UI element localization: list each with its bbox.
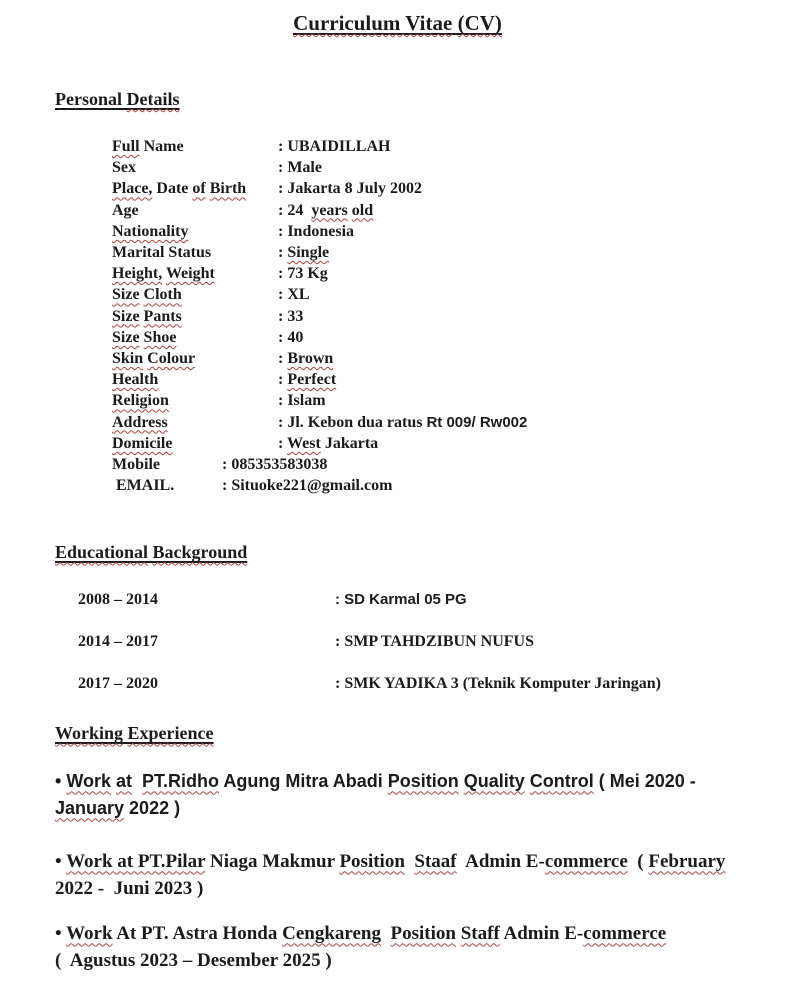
detail-row-address	[112, 412, 795, 433]
text-segment: Niaga Makmur	[205, 851, 340, 873]
detail-label	[112, 433, 278, 454]
misspelled-text-segment: Details	[126, 89, 180, 109]
detail-label	[112, 157, 278, 178]
detail-row-height-weight	[112, 263, 795, 284]
detail-value	[278, 286, 310, 303]
detail-label	[112, 306, 278, 327]
work-experience-item	[55, 768, 765, 822]
detail-value	[278, 371, 336, 388]
detail-row-marital-status	[112, 242, 795, 263]
personal-details-list	[0, 136, 795, 496]
detail-value	[278, 223, 354, 240]
detail-label	[112, 284, 278, 305]
text-segment	[405, 851, 415, 872]
detail-label	[112, 369, 278, 390]
misspelled-text-segment: Brown	[287, 350, 334, 368]
text-segment: :	[278, 350, 288, 368]
detail-row-email	[112, 475, 795, 496]
misspelled-text-segment: Size	[112, 328, 140, 346]
text-segment: : UBAIDILLAH	[278, 138, 391, 155]
detail-value	[278, 265, 328, 282]
detail-row-skin-colour	[112, 348, 795, 369]
detail-row-birth	[112, 178, 795, 199]
text-segment: : 085353583038	[222, 456, 328, 474]
text-segment: Name	[139, 138, 184, 155]
misspelled-text-segment: Nationality	[112, 222, 189, 240]
detail-value	[278, 244, 329, 261]
section-heading-educational-background	[55, 541, 795, 563]
misspelled-text-segment: Domicile	[112, 434, 173, 452]
text-segment: : Jakarta 8 July 2002	[278, 180, 422, 198]
text-segment: : Indonesia	[278, 222, 355, 240]
text-segment: : Islam	[278, 392, 326, 410]
text-segment: : 73 Kg	[278, 265, 328, 283]
document-title-text	[293, 11, 502, 35]
misspelled-text-segment: Work	[66, 923, 113, 945]
detail-row-size-shoe	[112, 327, 795, 348]
work-experience-item	[55, 848, 735, 902]
misspelled-text-segment: Educational	[55, 542, 149, 563]
text-segment: :	[278, 244, 288, 262]
detail-value	[278, 308, 303, 325]
misspelled-text-segment: Colour	[147, 350, 196, 368]
detail-label	[112, 390, 278, 411]
text-segment: At PT. Astra Honda	[112, 923, 283, 945]
work-experience-list	[0, 768, 795, 974]
text-segment: •	[55, 923, 67, 945]
detail-row-size-cloth	[112, 284, 795, 305]
misspelled-text-segment: old	[351, 201, 374, 219]
misspelled-text-segment: Pants	[143, 307, 182, 325]
misspelled-text-segment: Background	[152, 542, 248, 563]
detail-row-size-pants	[112, 306, 795, 327]
detail-row-sex	[112, 157, 795, 178]
misspelled-text-segment: Religion	[112, 392, 169, 410]
text-segment: Date	[152, 180, 193, 198]
text-segment: Marital Status	[112, 244, 212, 262]
misspelled-text-segment: Position	[390, 923, 456, 945]
misspelled-text-segment: Cloth	[143, 286, 182, 304]
misspelled-text-segment: Experience	[127, 723, 214, 744]
misspelled-text-segment: Perfect	[287, 371, 337, 389]
text-segment	[132, 771, 142, 791]
misspelled-text-segment: February	[648, 851, 726, 873]
detail-value	[278, 159, 322, 176]
text-segment: : XL	[278, 286, 310, 304]
text-segment: Mobile	[112, 456, 160, 474]
misspelled-text-segment: January	[55, 798, 125, 819]
text-segment: Personal	[55, 89, 127, 109]
misspelled-text-segment: at	[116, 771, 133, 792]
text-segment: : Male	[278, 159, 322, 177]
text-segment	[381, 923, 391, 944]
detail-value	[278, 414, 527, 431]
text-segment: Admin E-	[499, 923, 584, 945]
detail-value	[278, 392, 326, 409]
misspelled-text-segment: Position	[387, 771, 459, 792]
detail-row-full-name	[112, 136, 795, 157]
detail-row-religion	[112, 390, 795, 411]
misspelled-text-segment: commerce	[583, 923, 667, 945]
misspelled-text-segment: Cengkareng	[282, 923, 382, 945]
detail-value	[278, 202, 373, 219]
detail-row-domicile	[112, 433, 795, 454]
misspelled-text-segment: Position	[339, 851, 405, 873]
detail-label	[112, 200, 278, 221]
detail-label	[112, 454, 222, 475]
detail-row-mobile	[112, 454, 795, 475]
detail-row-health	[112, 369, 795, 390]
text-segment: Age	[112, 201, 139, 219]
education-school: : SMK YADIKA 3 (Teknik Komputer Jaringan)	[335, 675, 661, 693]
misspelled-text-segment: Size	[112, 307, 140, 325]
misspelled-text-segment: commerce	[544, 851, 628, 873]
text-segment: : 40	[278, 328, 304, 346]
education-period: 2008 – 2014	[78, 591, 158, 609]
detail-label	[112, 412, 278, 433]
education-list	[0, 589, 795, 694]
detail-value	[278, 180, 422, 197]
detail-label	[112, 178, 278, 199]
misspelled-text-segment: Staff	[460, 923, 500, 945]
education-period: 2014 – 2017	[78, 633, 158, 651]
education-school: : SMP TAHDZIBUN NUFUS	[335, 633, 534, 651]
misspelled-text-segment: Skin	[112, 350, 144, 368]
misspelled-text-segment: Height,	[112, 265, 163, 283]
text-segment: ( Mei 2020 -	[593, 771, 701, 792]
detail-row-age	[112, 200, 795, 221]
section-heading-working-experience	[55, 722, 795, 744]
misspelled-text-segment: Curriculum Vitae	[293, 11, 453, 35]
misspelled-text-segment: Address	[112, 413, 168, 431]
misspelled-text-segment: Quality	[463, 771, 525, 792]
text-segment: :	[278, 434, 288, 452]
misspelled-text-segment: Control	[529, 771, 594, 792]
education-row	[78, 673, 795, 694]
detail-value	[222, 456, 327, 473]
misspelled-text-segment: (CV)	[457, 11, 502, 35]
education-period: 2017 – 2020	[78, 675, 158, 693]
misspelled-text-segment: PT.Ridho	[142, 771, 220, 792]
detail-label	[112, 242, 278, 263]
misspelled-text-segment: Work	[66, 771, 111, 792]
detail-label	[112, 348, 278, 369]
text-segment: : 24	[278, 201, 312, 219]
text-segment: 2022 - Juni 2023 )	[55, 851, 731, 900]
detail-value	[278, 435, 378, 452]
misspelled-text-segment: West	[287, 434, 321, 452]
text-segment: : 33	[278, 307, 304, 325]
misspelled-text-segment: Health	[112, 371, 159, 389]
misspelled-text-segment: of	[192, 180, 206, 198]
education-row	[78, 589, 795, 610]
misspelled-text-segment: Weight	[165, 265, 215, 283]
text-segment: Rt 009/ Rw002	[426, 413, 528, 431]
detail-label	[112, 475, 222, 496]
text-segment: Admin E-	[456, 851, 545, 873]
section-heading-personal-details	[55, 88, 795, 110]
text-segment: (	[627, 851, 649, 873]
education-school: : SD Karmal 05 PG	[335, 591, 467, 609]
text-segment: EMAIL.	[112, 477, 175, 495]
misspelled-text-segment: years	[311, 201, 348, 219]
education-row	[78, 631, 795, 652]
misspelled-text-segment: Full	[112, 138, 140, 155]
text-segment: : Jl. Kebon dua ratus	[278, 413, 427, 431]
detail-label	[112, 221, 278, 242]
misspelled-text-segment: Work at PT.Pilar	[66, 851, 206, 873]
text-segment: ( Agustus 2023 – Desember 2025 )	[55, 923, 671, 972]
work-experience-item	[55, 920, 670, 974]
misspelled-text-segment: Place,	[112, 180, 153, 198]
misspelled-text-segment: Size	[112, 286, 140, 304]
detail-label	[112, 327, 278, 348]
working-experience-heading-text	[55, 723, 214, 743]
text-segment: •	[55, 851, 67, 873]
misspelled-text-segment: Shoe	[143, 328, 177, 346]
misspelled-text-segment: Working	[55, 723, 124, 744]
text-segment: Sex	[112, 159, 136, 177]
text-segment: : Situoke221@gmail.com	[222, 477, 393, 495]
text-segment: •	[55, 771, 67, 792]
detail-value	[278, 329, 303, 346]
detail-value	[278, 350, 333, 367]
detail-row-nationality	[112, 221, 795, 242]
text-segment: 2022 )	[124, 798, 181, 819]
educational-background-heading-text	[55, 542, 247, 562]
detail-value	[278, 138, 390, 155]
detail-label	[112, 263, 278, 284]
misspelled-text-segment: Single	[287, 244, 330, 262]
detail-value	[222, 477, 392, 494]
text-segment: Jakarta	[320, 434, 379, 452]
misspelled-text-segment: Birth	[209, 180, 247, 198]
document-title	[0, 0, 795, 36]
personal-details-heading-text	[55, 89, 180, 109]
text-segment: Agung Mitra Abadi	[219, 771, 388, 792]
misspelled-text-segment: Staaf	[414, 851, 457, 873]
detail-label	[112, 136, 278, 157]
text-segment: :	[278, 371, 288, 389]
